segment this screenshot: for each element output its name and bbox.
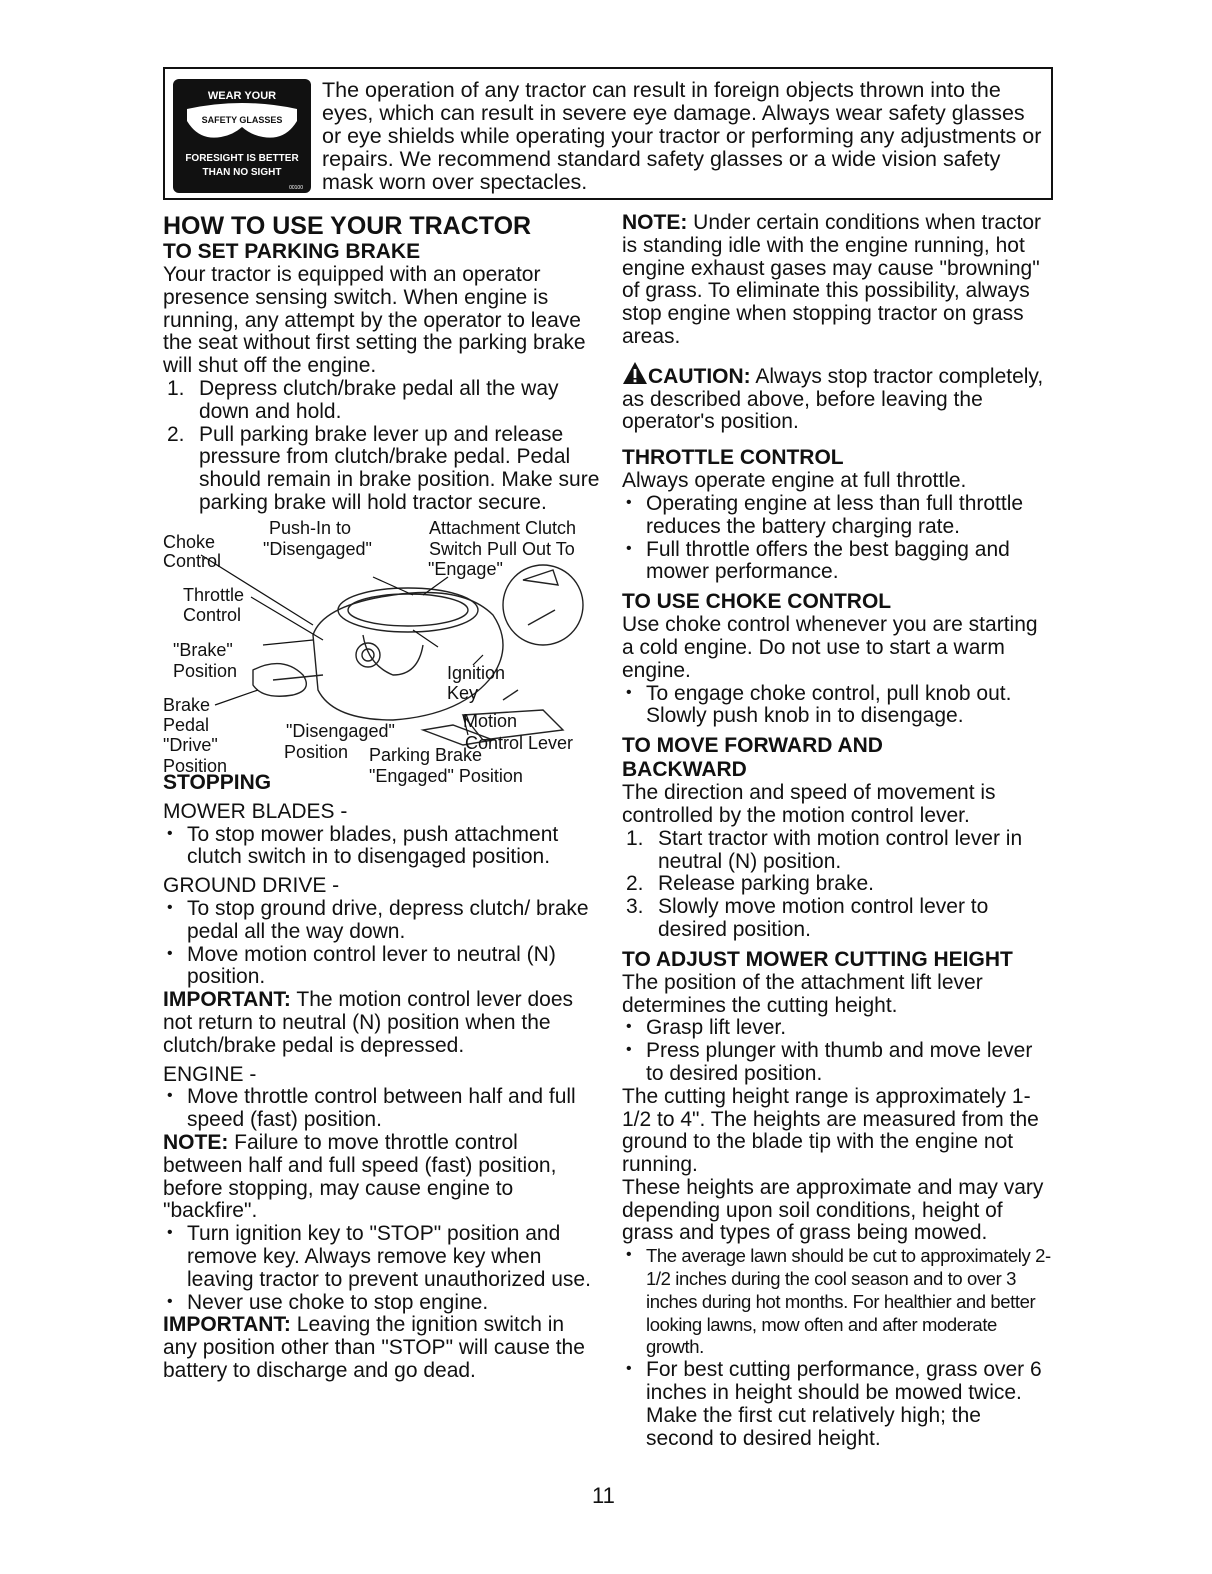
safety-glasses-label <box>173 79 311 193</box>
tractor-controls-diagram <box>163 515 603 785</box>
list-item: • Turn ignition key to "STOP" position and remove key. Always remove key when leaving tractor to prevent unauthorized use. <box>163 1223 603 1291</box>
throttle-bullets <box>622 493 1052 584</box>
cutting-height-approx: These heights are approximate and may vary depending upon soil conditions, height of grass and types of grass being mowed. <box>622 1175 1044 1245</box>
attachment-clutch-label: Attachment Clutch <box>429 517 577 538</box>
choke-intro: Use choke control whenever you are starting a cold engine. Do not use to start a warm engine. <box>622 613 1038 682</box>
right-column <box>622 212 1052 1450</box>
choke-label: Choke <box>163 531 216 552</box>
stopping-heading: STOPPING <box>163 770 272 794</box>
browning-note: NOTE: Under certain conditions when tractor is standing idle with the engine running, hot engine exhaust gases may cause "browning" of grass. To eliminate this possibility, always stop engine when stopping tractor on grass areas. <box>622 211 1042 348</box>
choke-control-heading: TO USE CHOKE CONTROL <box>622 590 892 614</box>
drive-label: "Drive" <box>163 734 218 755</box>
brake-position-label-2: Position <box>173 660 238 681</box>
list-item: • The average lawn should be cut to approximately 2-1/2 inches during the cool season and to over 3 inches during hot months. For healthier and better looking lawns, mow often and after moderate growth. <box>622 1245 1052 1359</box>
engine-label: ENGINE - <box>163 1062 257 1086</box>
drive-position-label: Position <box>163 755 228 776</box>
list-item: 2. Release parking brake. <box>626 872 874 896</box>
throttle-control-label: Control <box>183 604 242 625</box>
list-item: • Full throttle offers the best bagging and mower performance. <box>622 539 1052 585</box>
ground-drive-bullets <box>163 898 603 989</box>
caution-note: CAUTION: Always stop tractor completely, as described above, before leaving the operator's position. <box>622 361 1052 434</box>
safety-glasses-icon <box>173 79 311 193</box>
list-item: • To stop ground drive, depress clutch/ brake pedal all the way down. <box>163 898 603 944</box>
important-note-1: IMPORTANT: The motion control lever does not return to neutral (N) position when the clutch/brake pedal is depressed. <box>163 988 574 1057</box>
disengaged-2-label: "Disengaged" <box>286 720 395 741</box>
push-in-label: Push-In to <box>269 517 352 538</box>
throttle-intro: Always operate engine at full throttle. <box>622 469 967 493</box>
label-line-2: SAFETY GLASSES <box>201 115 283 125</box>
caution-triangle-icon <box>622 361 648 385</box>
warning-text: The operation of any tractor can result in foreign objects thrown into the eyes, which can result in severe eye damage. Always wear safety glasses or eye shields while operating your tractor or performing any adjustments or repairs. We recommend standard safety glasses or a wide vision safety mask worn over spectacles. <box>322 78 1042 194</box>
disengaged-label: "Disengaged" <box>263 538 372 559</box>
list-item: • To engage choke control, pull knob out. Slowly push knob in to disengage. <box>622 683 1052 729</box>
engine-bullets-2 <box>163 1223 603 1314</box>
throttle-label: Throttle <box>183 584 245 605</box>
parking-brake-label: Parking Brake <box>369 744 483 765</box>
list-item: • Move motion control lever to neutral (N) position. <box>163 944 603 990</box>
list-item: • Press plunger with thumb and move lever to desired position. <box>622 1040 1052 1086</box>
engine-note: NOTE: Failure to move throttle control between half and full speed (fast) position, before stopping, may cause engine to "backfire". <box>163 1130 557 1223</box>
left-column <box>163 212 603 1383</box>
cutting-height-intro: The position of the attachment lift lever determines the cutting height. <box>622 970 983 1017</box>
list-item: 1. Depress clutch/brake pedal all the way down and hold. <box>167 376 559 423</box>
list-item: • Move throttle control between half and full speed (fast) position. <box>163 1086 603 1132</box>
disengaged-position-label: Position <box>284 741 349 762</box>
engaged-position-label: "Engaged" Position <box>369 765 523 786</box>
list-item: • To stop mower blades, push attachment clutch switch in to disengaged position. <box>163 824 603 870</box>
mower-blades-label: MOWER BLADES - <box>163 799 348 823</box>
parking-brake-heading: TO SET PARKING BRAKE <box>163 240 421 263</box>
important-note-2: IMPORTANT: Leaving the ignition switch in any position other than "STOP" will cause the battery to discharge and go dead. <box>163 1313 585 1382</box>
safety-warning-box <box>163 67 1053 200</box>
ignition-key-label: Key <box>447 682 479 703</box>
choke-bullets <box>622 683 1052 729</box>
move-heading-2: BACKWARD <box>622 758 747 782</box>
ground-drive-label: GROUND DRIVE - <box>163 874 340 898</box>
section-title: HOW TO USE YOUR TRACTOR <box>163 212 532 240</box>
brake-pedal-label: Brake <box>163 694 211 715</box>
lawn-tip-bullet <box>622 1245 1052 1359</box>
best-cut-bullet <box>622 1359 1052 1450</box>
list-item: • Grasp lift lever. <box>622 1017 1052 1040</box>
control-lever-label: Control Lever <box>465 732 574 753</box>
cutting-height-range: The cutting height range is approximately 1-1/2 to 4". The heights are measured from the ground to the blade tip with the engine not running. <box>622 1084 1039 1177</box>
engine-bullets <box>163 1086 603 1132</box>
parking-brake-steps <box>163 378 603 515</box>
list-item: • Operating engine at less than full throttle reduces the battery charging rate. <box>622 493 1052 539</box>
page-number: 11 <box>592 1483 615 1508</box>
list-item: • For best cutting performance, grass over 6 inches in height should be mowed twice. Make the first cut relatively high; the second to desired height. <box>622 1359 1052 1450</box>
list-item: 1. Start tractor with motion control lever in neutral (N) position. <box>626 826 1023 873</box>
ignition-label: Ignition <box>447 662 506 683</box>
switch-pull-label: Switch Pull Out To <box>429 538 575 559</box>
label-line-3: FORESIGHT IS BETTER <box>185 153 299 164</box>
move-intro: The direction and speed of movement is controlled by the motion control lever. <box>622 781 996 827</box>
label-line-4: THAN NO SIGHT <box>202 167 282 178</box>
list-item: 3. Slowly move motion control lever to desired position. <box>626 895 989 941</box>
label-line-1: WEAR YOUR <box>207 90 277 102</box>
cutting-height-heading: TO ADJUST MOWER CUTTING HEIGHT <box>622 947 1013 971</box>
list-item: • Never use choke to stop engine. <box>163 1292 603 1315</box>
engage-label: "Engage" <box>428 558 503 579</box>
parking-brake-intro: Your tractor is equipped with an operator presence sensing switch. When engine is running, any attempt by the operator to leave the seat without first setting the parking brake will shut off the engine. <box>163 263 586 378</box>
choke-control-label: Control <box>163 550 222 571</box>
move-steps <box>622 828 1052 942</box>
brake-position-label: "Brake" <box>173 639 233 660</box>
label-line-5: 00100 <box>289 185 303 191</box>
cutting-height-bullets <box>622 1017 1052 1085</box>
list-item: 2. Pull parking brake lever up and release pressure from clutch/brake pedal. Pedal should remain in brake position. Make sure parking brake will hold tractor secure. <box>167 422 600 514</box>
motion-label: Motion <box>463 710 518 731</box>
throttle-control-heading: THROTTLE CONTROL <box>622 446 844 470</box>
move-heading-1: TO MOVE FORWARD AND <box>622 734 883 758</box>
brake-pedal-label-2: Pedal <box>163 714 210 735</box>
mower-blades-bullets <box>163 824 603 870</box>
